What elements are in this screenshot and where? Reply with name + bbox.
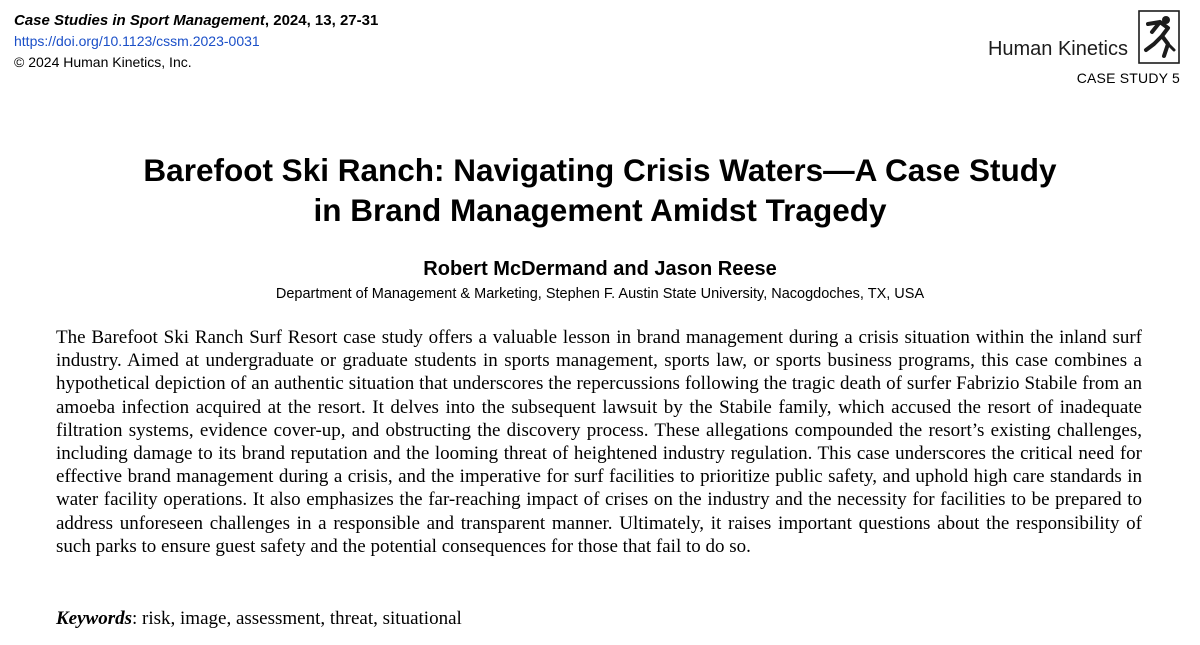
publisher-block — [926, 6, 1186, 92]
keywords-list: risk, image, assessment, threat, situational — [142, 608, 462, 629]
journal-name: Case Studies in Sport Management — [14, 12, 265, 29]
publisher-name: Human Kinetics — [987, 38, 1128, 60]
article-title — [0, 150, 1200, 230]
copyright-notice: © 2024 Human Kinetics, Inc. — [14, 54, 192, 70]
journal-header — [14, 11, 378, 72]
keywords — [56, 608, 462, 630]
doi-link[interactable]: https://doi.org/10.1123/cssm.2023-0031 — [14, 33, 260, 49]
abstract: The Barefoot Ski Ranch Surf Resort case study offers a valuable lesson in brand management during a crisis situation within the inland surf industry. Aimed at undergraduate or graduate students in sports management, sports law, or sports business programs, this case combines a hypothetical depiction of an authentic situation that underscores the repercussions following the tragic death of surfer Fabrizio Stabile from an amoeba infection acquired at the resort. It delves into the subsequent lawsuit by the Stabile family, which accused the resort of inadequate filtration systems, evidence cover-up, and obstructing the discovery process. These allegations compounded the resort’s existing challenges, including damage to its brand reputation and the looming threat of heightened industry regulation. This case underscores the critical need for effective brand management during a crisis, and the imperative for surf facilities to prioritize public safety, and uphold high care standards in water facility operations. It also emphasizes the far-reaching impact of crises on the industry and the necessity for facilities to be prepared to address unforeseen challenges in a responsible and transparent manner. Ultimately, it raises important questions about the responsibility of such parks to ensure guest safety and the potential consequences for those that fail to do so. — [56, 327, 1142, 557]
keywords-separator: : — [132, 608, 138, 629]
article-title-line-2: in Brand Management Amidst Tragedy — [313, 192, 887, 228]
affiliation: Department of Management & Marketing, Stephen F. Austin State University, Nacogdoches, TX, USA — [275, 286, 925, 302]
keywords-label: Keywords — [56, 608, 132, 629]
journal-citation — [14, 11, 378, 31]
human-kinetics-logo-icon — [1138, 10, 1180, 64]
authors: Robert McDermand and Jason Reese — [423, 258, 777, 280]
article-title-line-1: Barefoot Ski Ranch: Navigating Crisis Waters—A Case Study — [143, 152, 1057, 188]
case-study-label: CASE STUDY 5 — [1076, 70, 1180, 86]
journal-volume-pages: , 2024, 13, 27-31 — [264, 12, 379, 29]
